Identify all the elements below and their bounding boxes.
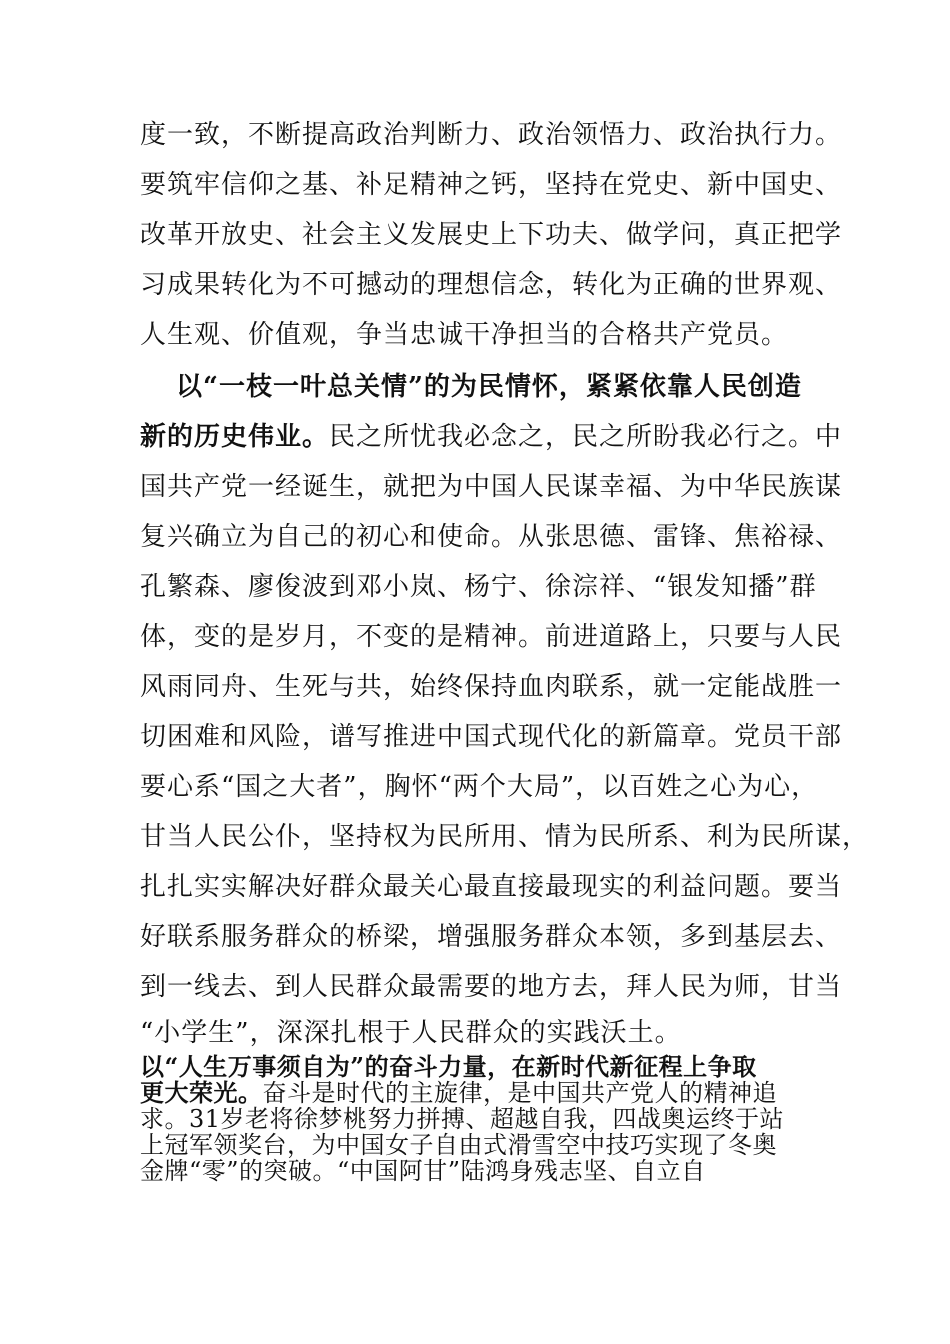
section-heading-end: 更大荣光。 bbox=[140, 1078, 263, 1107]
section-heading: 以“人生万事须自为”的奋斗力量，在新时代新征程上争取 bbox=[140, 1052, 757, 1081]
text-line: 习成果转化为不可撼动的理想信念，转化为正确的世界观、 bbox=[140, 270, 843, 300]
text-line bbox=[140, 420, 842, 454]
text-run: 民之所忧我必念之，民之所盼我必行之。中 bbox=[329, 422, 843, 452]
text-line: 复兴确立为自己的初心和使命。从张思德、雷锋、焦裕禄、 bbox=[140, 522, 843, 552]
text-line: 要心系“国之大者”，胸怀“两个大局”，以百姓之心为心， bbox=[140, 772, 819, 802]
text-line: “小学生”，深深扎根于人民群众的实践沃土。 bbox=[140, 1018, 682, 1048]
text-line: 风雨同舟、生死与共，始终保持血肉联系，就一定能战胜一 bbox=[140, 672, 843, 702]
text-line: 要筑牢信仰之基、补足精神之钙，坚持在党史、新中国史、 bbox=[140, 170, 843, 200]
text-line: 扎扎实实解决好群众最关心最直接最现实的利益问题。要当 bbox=[140, 872, 843, 902]
text-line: 孔繁森、廖俊波到邓小岚、杨宁、徐淙祥、“银发知播”群 bbox=[140, 572, 817, 602]
section-heading-end: 新的历史伟业。 bbox=[140, 422, 330, 452]
text-line: 金牌“零”的突破。“中国阿甘”陆鸿身残志坚、自立自 bbox=[140, 1157, 706, 1185]
text-line: 切困难和风险，谱写推进中国式现代化的新篇章。党员干部 bbox=[140, 722, 843, 752]
text-line: 人生观、价值观，争当忠诚干净担当的合格共产党员。 bbox=[140, 320, 789, 350]
section-heading: 以“一枝一叶总关情”的为民情怀，紧紧依靠人民创造 bbox=[176, 372, 802, 402]
text-line: 到一线去、到人民群众最需要的地方去，拜人民为师，甘当 bbox=[140, 972, 843, 1002]
text-line: 国共产党一经诞生，就把为中国人民谋幸福、为中华民族谋 bbox=[140, 472, 843, 502]
text-line: 度一致，不断提高政治判断力、政治领悟力、政治执行力。 bbox=[140, 120, 843, 150]
text-line: 体，变的是岁月，不变的是精神。前进道路上，只要与人民 bbox=[140, 622, 843, 652]
text-line: 求。31岁老将徐梦桃努力拼搏、超越自我，四战奥运终于站 bbox=[140, 1105, 785, 1133]
text-run: 奋斗是时代的主旋律，是中国共产党人的精神追 bbox=[262, 1079, 777, 1107]
text-line: 好联系服务群众的桥梁，增强服务群众本领，多到基层去、 bbox=[140, 922, 843, 952]
text-line: 上冠军领奖台，为中国女子自由式滑雪空中技巧实现了冬奥 bbox=[140, 1131, 777, 1159]
text-line: 改革开放史、社会主义发展史上下功夫、做学问，真正把学 bbox=[140, 220, 843, 250]
text-line bbox=[140, 1080, 777, 1106]
text-line: 甘当人民公仆，坚持权为民所用、情为民所系、利为民所谋， bbox=[140, 822, 870, 852]
